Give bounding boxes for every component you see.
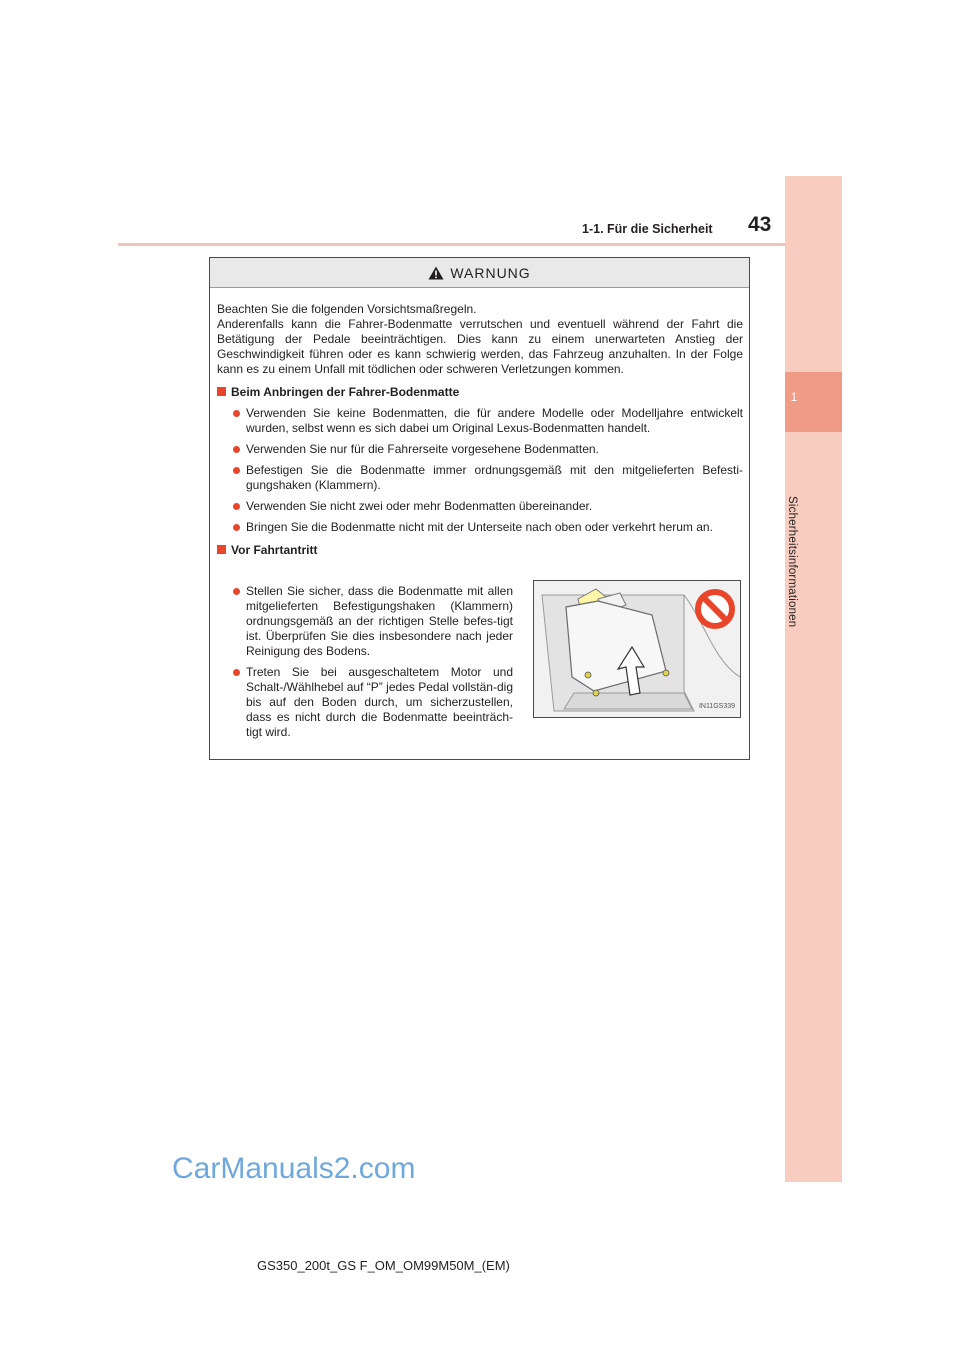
before-driving-list (217, 578, 513, 740)
list-item (233, 463, 743, 493)
warning-intro-2: Anderenfalls kann die Fahrer-Bodenmatte verrutschen und eventuell während der Fahrt die Betätigung der Pedale beeinträchtigen. Dies kann zu einem unerwarteten Anstieg der Geschwindigkeit führen oder es kann schwierig werden, das Fahrzeug anzuhalten. In der Folge kann es zu einem Unfall mit tödlichen oder schweren Verletzungen kommen. (217, 317, 743, 376)
warning-body (210, 288, 749, 762)
list-item (233, 442, 743, 457)
page-number: 43 (748, 213, 772, 236)
warning-title: WARNUNG (450, 264, 531, 281)
warning-header (210, 258, 749, 288)
figure-code: IN11GS339 (698, 703, 735, 710)
list-item-text: Verwenden Sie nur für die Fahrerseite vorgesehene Bodenmatten. (246, 442, 599, 456)
bullet-dot-icon (233, 446, 240, 453)
bullet-dot-icon (233, 524, 240, 531)
list-item (233, 520, 743, 535)
list-item-text: Bringen Sie die Bodenmatte nicht mit der Unterseite nach oben oder verkehrt herum an. (246, 520, 713, 534)
list-item-text: Verwenden Sie nicht zwei oder mehr Bodenmatten übereinander. (246, 499, 593, 513)
section-heading-mounting (217, 385, 743, 400)
list-item-text: Befestigen Sie die Bodenmatte immer ordnungsgemäß mit den mitgelieferten Befesti-gungshaken (Klammern). (246, 463, 743, 492)
section-heading-before-driving (217, 543, 743, 558)
section-heading-mounting-text: Beim Anbringen der Fahrer-Bodenmatte (231, 385, 460, 399)
section-title: 1-1. Für die Sicherheit (582, 222, 713, 236)
list-item (233, 406, 743, 436)
before-driving-section (217, 562, 743, 762)
warning-intro-1: Beachten Sie die folgenden Vorsichtsmaßregeln. (217, 302, 477, 316)
bullet-dot-icon (233, 588, 240, 595)
section-heading-before-driving-text: Vor Fahrtantritt (231, 543, 318, 557)
watermark[interactable]: CarManuals2.com (172, 1152, 416, 1185)
floor-mat-illustration (533, 580, 741, 718)
bullet-dot-icon (233, 669, 240, 676)
warning-triangle-icon (428, 266, 444, 280)
square-bullet-icon (217, 387, 226, 396)
floor-mat-drawing (534, 581, 740, 717)
bullet-dot-icon (233, 503, 240, 510)
chapter-label: Sicherheitsinformationen (786, 496, 798, 628)
list-item (233, 665, 513, 740)
square-bullet-icon (217, 545, 226, 554)
list-item-text: Treten Sie bei ausgeschaltetem Motor und Schalt-/Wählhebel auf “P” jedes Pedal vollstän-dig bis auf den Boden durch, um sicherzustellen, dass es nicht durch die Bodenmatte beeinträch-tigt wird. (246, 665, 513, 739)
list-item-text: Verwenden Sie keine Bodenmatten, die für andere Modelle oder Modelljahre entwickelt wurden, selbst wenn es sich dabei um Original Lexus-Bodenmatten handelt. (246, 406, 743, 435)
list-item (233, 584, 513, 659)
chapter-side-tab[interactable] (785, 176, 842, 1182)
bullet-dot-icon (233, 467, 240, 474)
chapter-number: 1 (790, 390, 798, 404)
bullet-dot-icon (233, 410, 240, 417)
list-item-text: Stellen Sie sicher, dass die Bodenmatte mit allen mitgelieferten Befestigungshaken (Klammern) ordnungsgemäß an der richtigen Stelle befes-tigt ist. Überprüfen Sie dies insbesondere nach jeder Reinigung des Bodens. (246, 584, 513, 658)
list-item (233, 499, 743, 514)
warning-box (209, 257, 750, 760)
footer-code: GS350_200t_GS F_OM_OM99M50M_(EM) (257, 1258, 510, 1273)
header-rule (118, 243, 842, 246)
